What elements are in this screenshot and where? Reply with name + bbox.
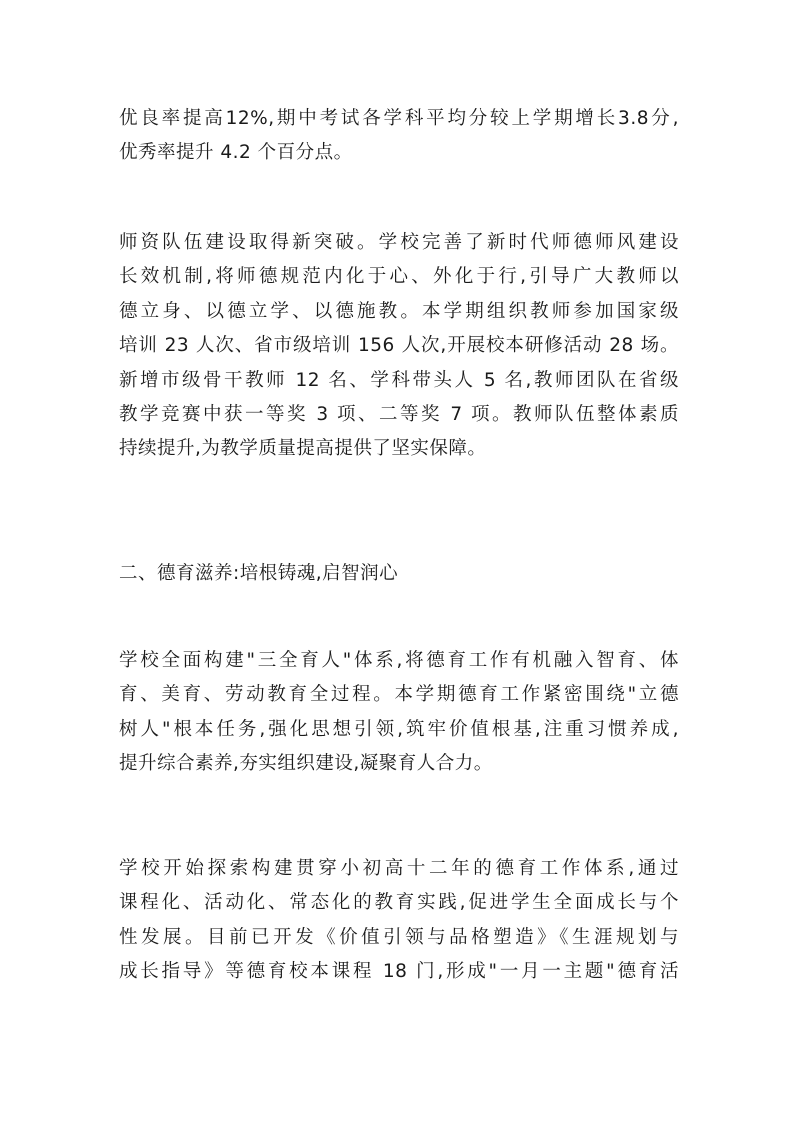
text-line: 培训 23 人次、省市级培训 156 人次,开展校本研修活动 28 场。 (119, 335, 679, 357)
text-line: 育、美育、劳动教育全过程。本学期德育工作紧密围绕"立德 (119, 684, 679, 706)
paragraph-moral-curriculum (119, 852, 679, 990)
paragraph-teaching-results (119, 102, 679, 171)
text-line: 课程化、活动化、常态化的教育实践,促进学生全面成长与个 (119, 892, 679, 914)
text-line: 优良率提高12%,期中考试各学科平均分较上学期增长3.8分, (119, 108, 679, 129)
text-line: 提升综合素养,夯实组织建设,凝聚育人合力。 (119, 753, 493, 775)
text-line: 学校开始探索构建贯穿小初高十二年的德育工作体系,通过 (119, 858, 679, 879)
paragraph-moral-education-system (119, 644, 679, 782)
text-line: 学校全面构建"三全育人"体系,将德育工作有机融入智育、体 (119, 650, 679, 671)
text-line: 树人"根本任务,强化思想引领,筑牢价值根基,注重习惯养成, (119, 718, 679, 740)
text-line: 长效机制,将师德规范内化于心、外化于行,引导广大教师以 (119, 266, 679, 288)
heading-text: 二、德育滋养:培根铸魂,启智润心 (119, 563, 399, 584)
text-line: 教学竞赛中获一等奖 3 项、二等奖 7 项。教师队伍整体素质 (119, 403, 679, 425)
text-line: 成长指导》等德育校本课程 18 门,形成"一月一主题"德育活 (119, 961, 679, 983)
text-line: 师资队伍建设取得新突破。学校完善了新时代师德师风建设 (119, 232, 679, 253)
text-line: 性发展。目前已开发《价值引领与品格塑造》《生涯规划与 (119, 926, 679, 948)
text-line: 持续提升,为教学质量提高提供了坚实保障。 (119, 438, 487, 460)
section-heading (119, 557, 679, 591)
text-line: 德立身、以德立学、以德施教。本学期组织教师参加国家级 (119, 300, 679, 322)
paragraph-teacher-development (119, 226, 679, 467)
text-line: 优秀率提升 4.2 个百分点。 (119, 142, 353, 164)
text-line: 新增市级骨干教师 12 名、学科带头人 5 名,教师团队在省级 (119, 369, 679, 391)
